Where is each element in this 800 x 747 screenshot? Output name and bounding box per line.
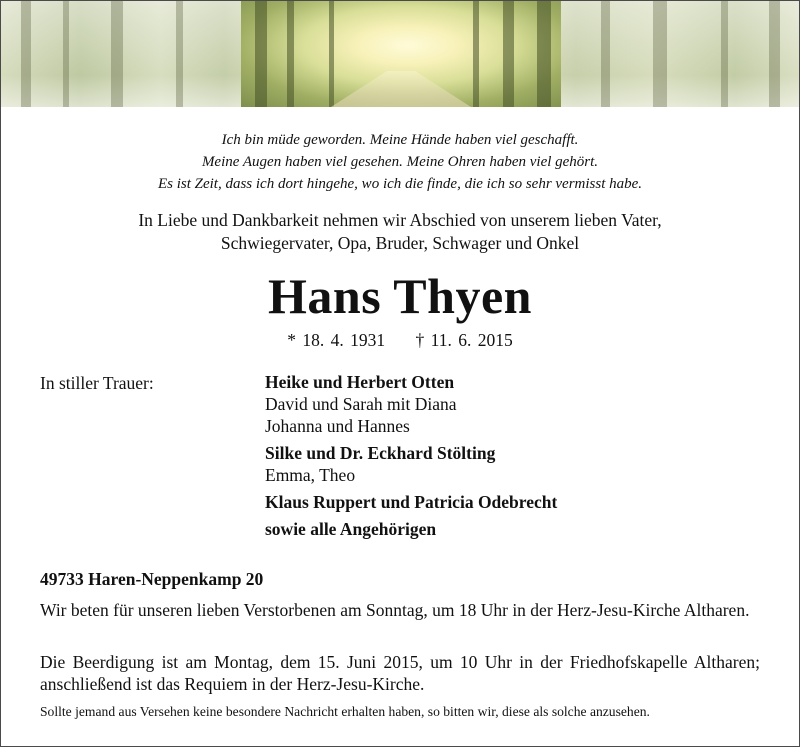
- mourning-label: In stiller Trauer:: [40, 373, 154, 393]
- family-head: Heike und Herbert Otten: [265, 372, 455, 392]
- prayer-service-text: Wir beten für unseren lieben Verstorbenen am Sonntag, um 18 Uhr in der Herz-Jesu-Kirche Altharen.: [40, 600, 750, 620]
- birth-date: * 18. 4. 1931: [287, 330, 386, 350]
- family-member: David und Sarah mit Diana: [265, 394, 457, 414]
- mourners-list: [265, 371, 557, 540]
- family-address: 49733 Haren-Neppenkamp 20: [40, 569, 264, 589]
- family-member: Emma, Theo: [265, 465, 356, 485]
- poem-line: Meine Augen haben viel gesehen. Meine Ohren haben viel gehört.: [201, 154, 599, 170]
- family-head: sowie alle Angehörigen: [265, 519, 437, 539]
- memorial-poem: [1, 129, 799, 195]
- family-member: Johanna und Hannes: [265, 416, 410, 436]
- forest-path-banner-image: [1, 1, 799, 107]
- farewell-intro: [1, 209, 799, 255]
- death-date: † 11. 6. 2015: [415, 330, 513, 350]
- family-head: Klaus Ruppert und Patricia Odebrecht: [265, 492, 558, 512]
- deceased-name: Hans Thyen: [268, 268, 532, 324]
- life-dates: [1, 328, 799, 352]
- family-head: Silke und Dr. Eckhard Stölting: [265, 443, 496, 463]
- intro-line: Schwiegervater, Opa, Bruder, Schwager und Onkel: [220, 233, 580, 253]
- funeral-text: Die Beerdigung ist am Montag, dem 15. Juni 2015, um 10 Uhr in der Friedhofskapelle Altharen; anschließend ist das Requiem in der Herz-Jesu-Kirche.: [40, 652, 760, 694]
- notification-note: Sollte jemand aus Versehen keine besondere Nachricht erhalten haben, so bitten wir, diese als solche anzusehen.: [40, 704, 650, 719]
- intro-line: In Liebe und Dankbarkeit nehmen wir Abschied von unserem lieben Vater,: [138, 210, 662, 230]
- poem-line: Es ist Zeit, dass ich dort hingehe, wo ich die finde, die ich so sehr vermisst habe.: [157, 176, 643, 192]
- poem-line: Ich bin müde geworden. Meine Hände haben viel geschafft.: [221, 132, 579, 148]
